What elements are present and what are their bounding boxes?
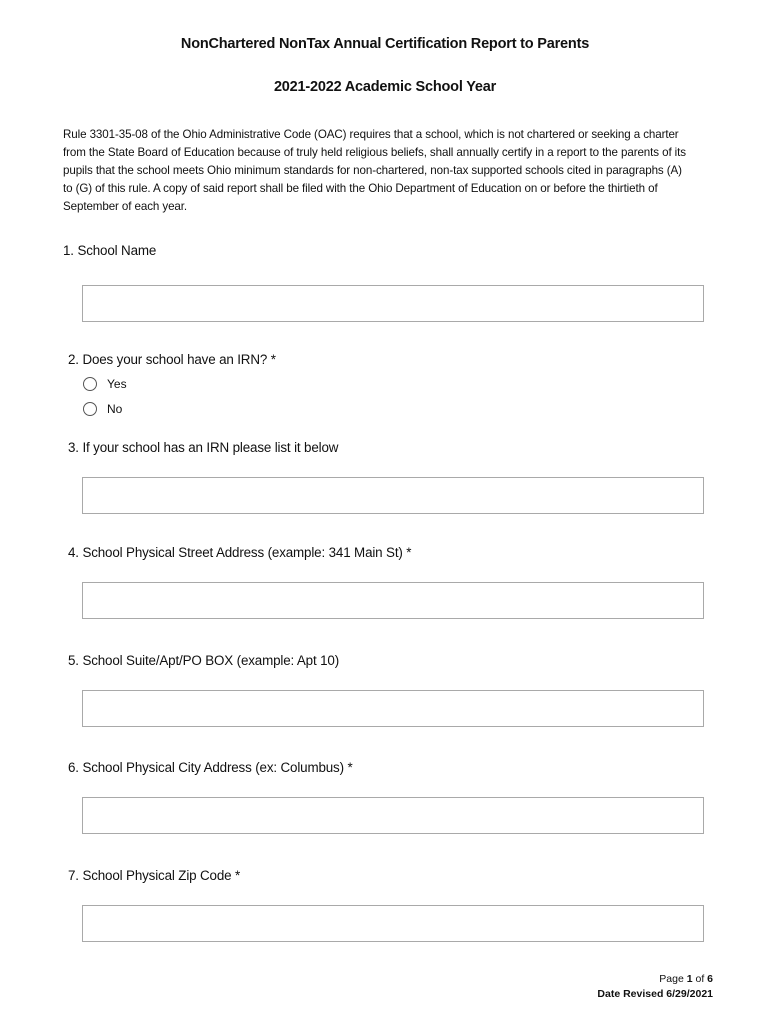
radio-yes[interactable] [83,377,97,391]
radio-yes-label: Yes [107,377,127,391]
page-current: 1 [686,973,693,985]
zip-code-field[interactable] [82,905,704,942]
city-field[interactable] [82,797,704,834]
question-suite-label: 5. School Suite/Apt/PO BOX (example: Apt 10) [68,653,340,668]
intro-line: September of each year. [63,200,188,213]
question-irn-number-label: 3. If your school has an IRN please list it below [68,440,339,455]
question-zip-label: 7. School Physical Zip Code * [68,868,241,883]
intro-line: Rule 3301-35-08 of the Ohio Administrative Code (OAC) requires that a school, which is not chartered or seeking a charter [63,128,679,141]
academic-year-subtitle: 2021-2022 Academic School Year [273,79,497,95]
question-city-label: 6. School Physical City Address (ex: Columbus) * [68,760,353,775]
question-school-name-label: 1. School Name [63,243,157,258]
page-prefix: Page [659,973,687,985]
radio-no[interactable] [83,402,97,416]
irn-number-field[interactable] [82,477,704,514]
page-number [659,973,713,985]
page-title: NonChartered NonTax Annual Certification Report to Parents [180,36,590,52]
page-total: 6 [707,973,713,985]
question-street-address-label: 4. School Physical Street Address (example: 341 Main St) * [68,545,412,560]
date-revised: Date Revised 6/29/2021 [597,988,713,1000]
intro-line: pupils that the school meets Ohio minimum standards for non-chartered, non-tax supported schools cited in paragraphs (A) [63,164,682,177]
intro-line: from the State Board of Education because of truly held religious beliefs, shall annually certify in a report to the parents of its [63,146,686,159]
intro-paragraph [63,126,703,216]
irn-option-yes[interactable] [83,377,127,391]
school-name-field[interactable] [82,285,704,322]
intro-line: to (G) of this rule. A copy of said report shall be filed with the Ohio Department of Education on or before the thirtieth of [63,182,658,195]
question-irn-label: 2. Does your school have an IRN? * [68,352,276,367]
suite-apt-field[interactable] [82,690,704,727]
radio-no-label: No [107,402,123,416]
street-address-field[interactable] [82,582,704,619]
page-of: of [692,973,708,985]
irn-option-no[interactable] [83,402,122,416]
